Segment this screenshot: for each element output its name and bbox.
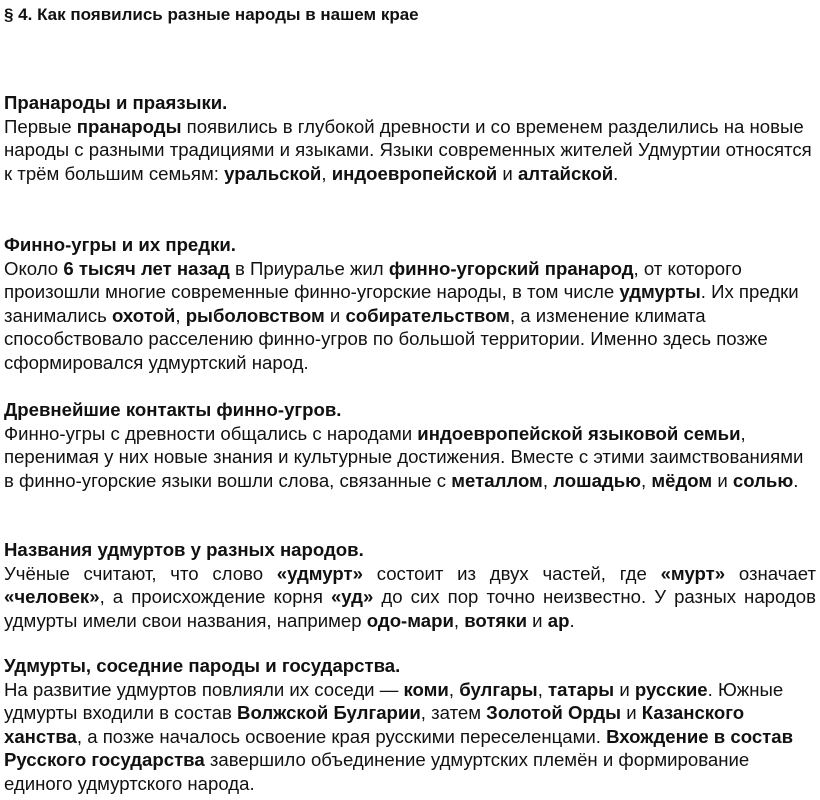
section-body (4, 562, 816, 633)
text-run: . Южные удмурты входили в состав (4, 678, 784, 723)
bold-term: булгары (459, 678, 538, 700)
text-run: , (175, 304, 186, 326)
section-body (4, 115, 816, 186)
text-run: появились в глубокой древности и со временем разделились на новые народы с разными традициями и языками. Языки современных жителей Удмуртии относятся к трём большим семьям: (4, 115, 812, 184)
section-heading: Пранароды и праязыки. (4, 92, 228, 113)
bold-term: «удмурт» (276, 562, 363, 584)
bold-term: собирательством (345, 304, 510, 326)
bold-term: солью (732, 469, 794, 491)
text-run: , а изменение климата способствовало расселению финно-угров по большой территории. Именно здесь позже сформировался удмуртский народ. (4, 304, 768, 373)
bold-term: пранароды (76, 115, 182, 137)
bold-term: индоевропейской языковой семьи (417, 422, 741, 444)
text-run: завершило объединение удмуртских племён и формирование единого удмуртского народа. (4, 749, 750, 794)
text-run: , (537, 678, 549, 700)
bold-term: Золотой Орды (486, 702, 622, 723)
text-run: и (497, 162, 518, 184)
section-body (4, 422, 816, 493)
text-run: . (569, 609, 575, 631)
text-run: , от которого произошли многие современные финно-угорские народы, в том числе (4, 257, 742, 302)
bold-term: «мурт» (660, 562, 726, 584)
bold-term: Волжской Булгарии (237, 702, 421, 723)
text-run: означает (725, 562, 816, 584)
bold-term: финно-угорский пранарод (388, 257, 634, 279)
section-pranarody (4, 91, 816, 185)
text-run: в Приуралье жил (229, 257, 389, 279)
bold-term: татары (548, 678, 615, 700)
text-run: и (527, 609, 548, 631)
text-run: , (542, 469, 554, 491)
bold-term: одо-мари (366, 609, 454, 631)
section-heading: Названия удмуртов у разных народов. (4, 539, 364, 560)
text-run: Около (4, 257, 64, 279)
text-run: и (324, 304, 346, 326)
text-run: . (793, 469, 799, 491)
text-run: , перенимая у них новые знания и культурные достижения. Вместе с этими заимствованиями в финно-угорские языки вошли слова, связанные с (4, 422, 804, 491)
section-heading: Финно-угры и их предки. (4, 234, 236, 255)
bold-term: коми (403, 678, 449, 700)
bold-term: вотяки (464, 609, 528, 631)
document-page (4, 0, 816, 794)
text-run: На развитие удмуртов повлияли их соседи — (4, 678, 404, 700)
text-run: , затем (420, 702, 487, 723)
section-body (4, 678, 816, 796)
text-run: и (712, 469, 733, 491)
text-run: Учёные считают, что слово (4, 562, 277, 584)
bold-term: «человек» (4, 586, 100, 607)
bold-term: русские (634, 678, 708, 700)
bold-term: «уд» (330, 586, 374, 607)
bold-term: Казанского ханства (4, 702, 745, 747)
bold-term: металлом (451, 469, 543, 491)
text-run: состоит из двух частей, где (362, 562, 661, 584)
bold-term: уральской (224, 162, 322, 184)
text-run: , (448, 678, 460, 700)
bold-term: алтайской (517, 162, 614, 184)
section-contacts (4, 398, 816, 492)
text-run: , (321, 162, 332, 184)
page-title: § 4. Как появились разные народы в нашем крае (4, 5, 419, 24)
bold-term: индоевропейской (331, 162, 498, 184)
bold-term: мёдом (651, 469, 713, 491)
bold-term: ар (547, 609, 570, 631)
bold-term: рыболовством (185, 304, 325, 326)
text-run: до сих пор точно неизвестно. У разных народов удмурты имели свои названия, например (4, 586, 816, 631)
bold-term: удмурты (619, 281, 701, 302)
text-run: . Их предки занимались (4, 281, 799, 326)
section-neighbors (4, 654, 816, 795)
section-heading: Удмурты, соседние пароды и государства. (4, 655, 401, 676)
text-run: и (614, 678, 635, 700)
text-run: . (613, 162, 619, 184)
section-heading: Древнейшие контакты финно-угров. (4, 399, 342, 420)
section-finno-ugry (4, 233, 816, 374)
text-run: , (641, 469, 652, 491)
bold-term: лошадью (553, 469, 642, 491)
text-run: и (621, 702, 642, 723)
section-body (4, 257, 816, 375)
text-run: Первые (4, 115, 77, 137)
bold-term: охотой (112, 304, 176, 326)
text-run: , а позже началось освоение края русскими переселенцами. (76, 725, 607, 747)
text-run: , (453, 609, 465, 631)
bold-term: 6 тысяч лет назад (63, 257, 230, 279)
text-run: , а происхождение корня (99, 586, 331, 607)
text-run: Финно-угры с древности общались с народами (4, 422, 418, 444)
section-names (4, 538, 816, 632)
bold-term: Вхождение в состав Русского государства (4, 725, 794, 770)
